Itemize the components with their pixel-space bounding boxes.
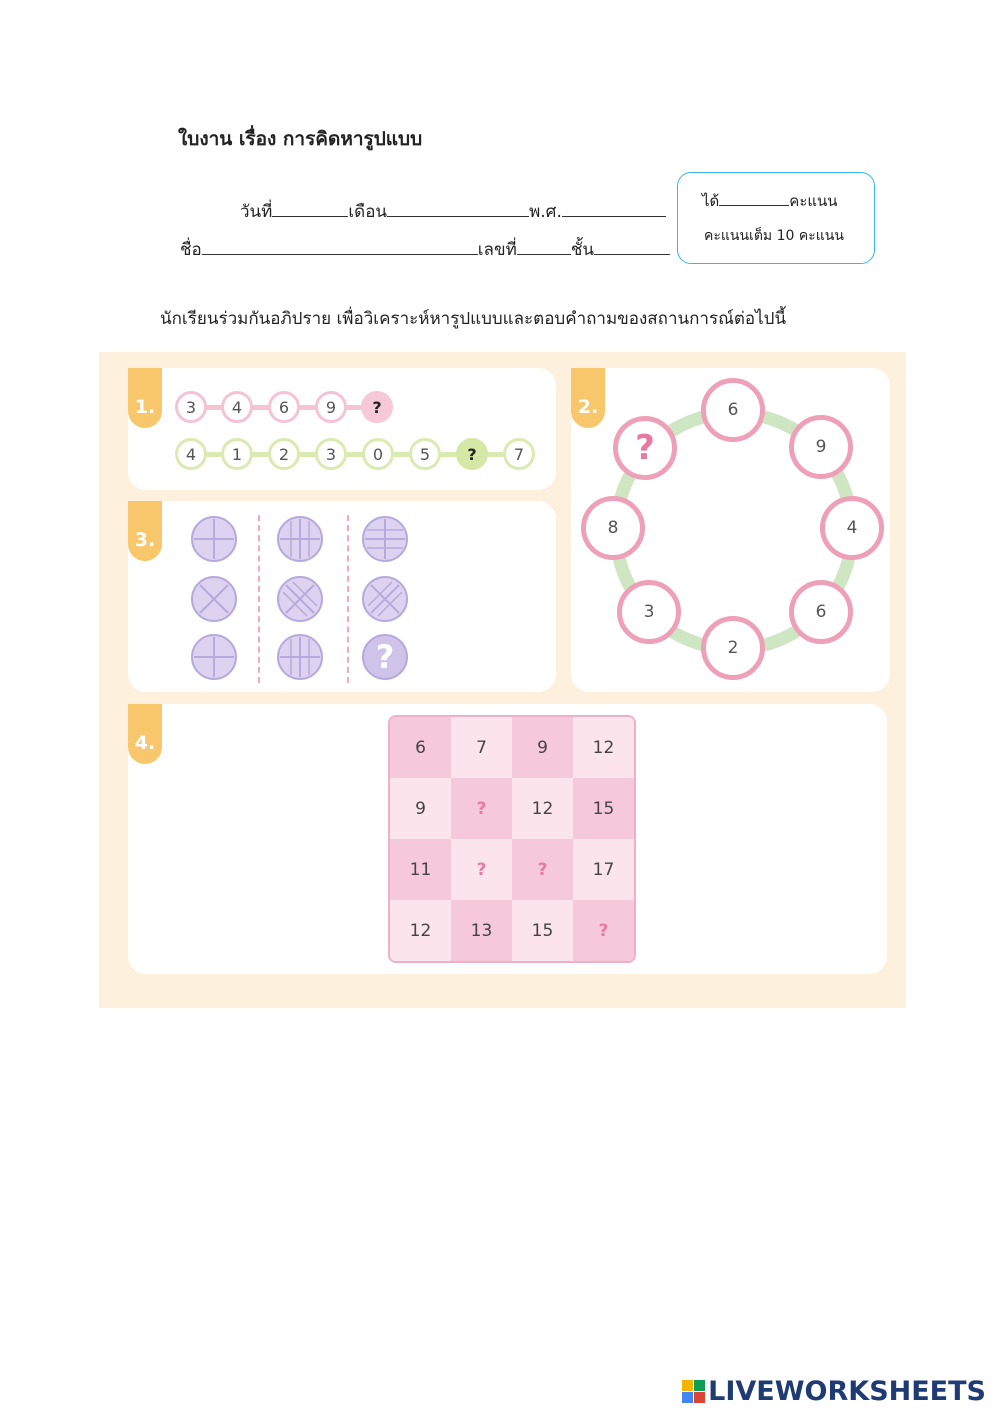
instruction-text: นักเรียนร่วมกันอภิปราย เพื่อวิเคราะห์หารูปแบบและตอบคำถามของสถานการณ์ต่อไปนี้ [160,309,787,329]
grid-cell: 9 [512,717,573,778]
class-label: ชั้น [570,240,594,260]
ring-node: 4 [820,496,884,560]
row1-bead: 6 [268,391,300,423]
grid-question-cell[interactable]: ? [451,839,512,900]
ring-node: 2 [701,616,765,680]
circle-grid-icon [277,634,323,680]
row2-bead: 2 [268,438,300,470]
circle-grid-icon [277,516,323,562]
day-blank[interactable] [272,198,348,217]
question-4-tag: 4. [128,704,162,764]
date-day-label: วันที่ [240,202,273,222]
grid-cell: 7 [451,717,512,778]
number-grid [388,715,636,963]
grid-question-cell[interactable]: ? [573,900,634,961]
question-2-tag: 2. [571,368,605,428]
grid-cell: 15 [512,900,573,961]
grid-cell: 6 [390,717,451,778]
grid-cell: 15 [573,778,634,839]
score-line [702,189,838,213]
grid-cell: 11 [390,839,451,900]
row1-bead: 9 [315,391,347,423]
question-circle[interactable]: ? [362,634,408,680]
date-line [240,198,666,225]
liveworksheets-logo [682,1376,986,1407]
worksheet-title: ใบงาน เรื่อง การคิดหารูปแบบ [178,128,423,150]
row1-bead: 3 [175,391,207,423]
grid-cell: 12 [390,900,451,961]
grid-question-cell[interactable]: ? [451,778,512,839]
question-3-tag: 3. [128,501,162,561]
circle-plus-icon [191,634,237,680]
grid-cell: 12 [573,717,634,778]
grid-cell: 9 [390,778,451,839]
grid-question-cell[interactable]: ? [512,839,573,900]
divider-line [258,515,260,683]
circle-cross-double-icon [277,576,323,622]
row2-question-bead[interactable]: ? [456,438,488,470]
row1-question-bead[interactable]: ? [361,391,393,423]
date-month-label: เดือน [348,202,388,222]
ring-node: 3 [617,580,681,644]
row2-bead: 3 [315,438,347,470]
ring-node: 9 [789,415,853,479]
row2-bead: 7 [503,438,535,470]
month-blank[interactable] [387,198,529,217]
question-1-tag: 1. [128,368,162,428]
class-blank[interactable] [594,236,670,255]
ring-node: 8 [581,496,645,560]
row2-bead: 5 [409,438,441,470]
question-1-card [128,368,556,490]
divider-line [347,515,349,683]
row1-bead: 4 [221,391,253,423]
row2-bead: 0 [362,438,394,470]
grid-cell: 12 [512,778,573,839]
circle-hgrid-icon [362,516,408,562]
circle-cross-icon [191,576,237,622]
name-label: ชื่อ [180,240,202,260]
grid-cell: 13 [451,900,512,961]
date-year-label: พ.ศ. [529,202,562,222]
number-blank[interactable] [517,236,571,255]
row2-bead: 1 [221,438,253,470]
number-label: เลขที่ [477,240,517,260]
brand-name: LIVEWORKSHEETS [708,1376,986,1407]
full-score-label: คะแนนเต็ม 10 คะแนน [704,228,844,244]
score-box [677,172,875,264]
points-label: คะแนน [789,192,838,210]
name-line [180,236,670,263]
got-label: ได้ [702,192,720,210]
grid-cell: 17 [573,839,634,900]
ring-question-node[interactable]: ? [613,416,677,480]
circle-plus-icon [191,516,237,562]
score-blank[interactable] [719,191,789,206]
row2-bead: 4 [175,438,207,470]
ring-node: 6 [789,580,853,644]
logo-mark-icon [682,1380,705,1403]
name-blank[interactable] [202,236,478,255]
circle-cross-lines-icon [362,576,408,622]
ring-node: 6 [701,378,765,442]
year-blank[interactable] [562,198,666,217]
